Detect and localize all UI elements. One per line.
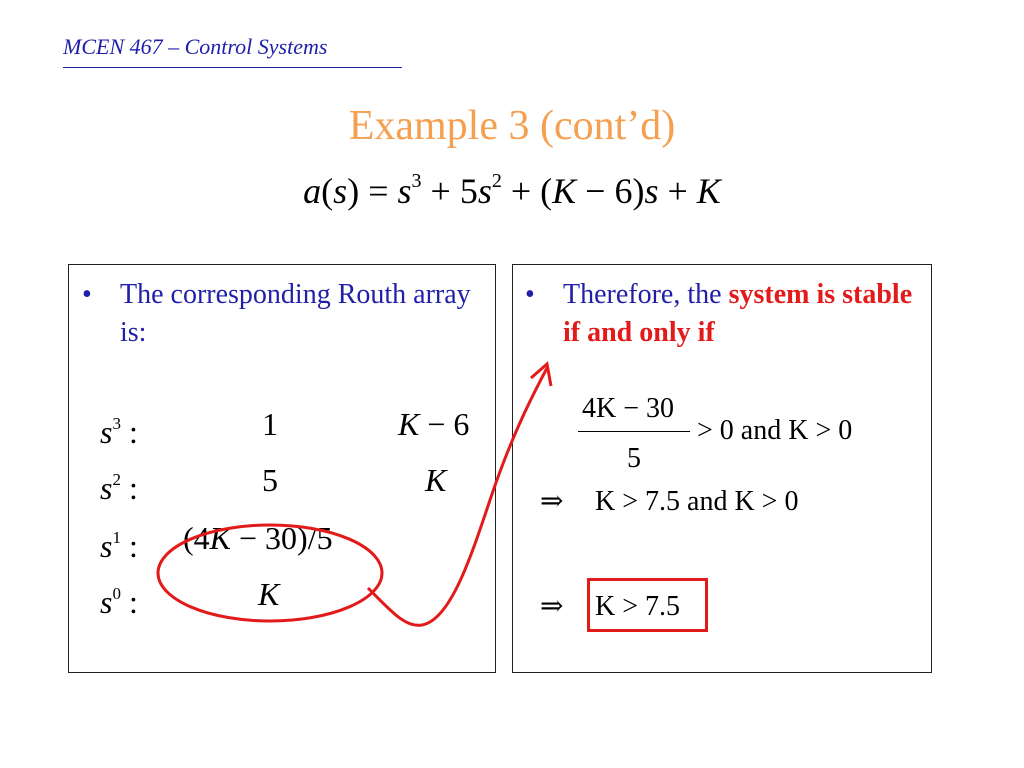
- eq-s3: s: [397, 171, 412, 211]
- eq-s2: s: [477, 171, 492, 211]
- course-underline: [63, 67, 402, 68]
- characteristic-equation: $a(s) = s^3 + 5s^2 + (K - 6)s + K$: [303, 170, 721, 211]
- condition-1-rest: > 0 and K > 0: [697, 415, 853, 446]
- eq-K1: K: [552, 171, 577, 211]
- routh-bullet-text: The corresponding Routh array is:: [120, 279, 471, 348]
- fraction-bar: [578, 431, 690, 432]
- final-condition: K > 7.5: [595, 591, 681, 622]
- fraction-denominator: 5: [627, 443, 641, 474]
- routh-cell: K: [258, 576, 280, 612]
- fraction-numerator: 4K − 30: [582, 393, 675, 424]
- routh-row-label: $s^0$ :: [100, 584, 138, 620]
- condition-2: K > 7.5 and K > 0: [595, 486, 799, 517]
- bullet-icon: •: [525, 279, 535, 310]
- eq-plus1: +: [430, 171, 451, 211]
- eq-minus6: − 6): [576, 171, 645, 211]
- eq-a: a: [303, 171, 322, 211]
- routh-cell: (4K − 30)/5: [183, 520, 333, 556]
- implies-icon: ⇒: [540, 591, 564, 622]
- routh-cell: 5: [262, 462, 278, 498]
- routh-row-label: $s^2$ :: [100, 470, 138, 506]
- slide-title: Example 3 (cont’d): [348, 103, 676, 149]
- course-header: MCEN 467 – Control Systems: [63, 34, 328, 59]
- routh-row-label: $s^3$ :: [100, 414, 138, 450]
- routh-cell: K: [425, 462, 447, 498]
- answer-box: [587, 578, 708, 632]
- eq-plus2: +: [510, 171, 532, 211]
- eq-s1: s: [644, 171, 659, 211]
- eq-exp2: 2: [491, 170, 502, 192]
- conclusion-bullet-text: Therefore, the system is stable if and only if: [563, 279, 913, 348]
- routh-cell: K − 6: [398, 406, 470, 442]
- routh-row-label: $s^1$ :: [100, 528, 138, 564]
- implies-icon: ⇒: [540, 486, 564, 517]
- eq-exp3: 3: [411, 170, 422, 192]
- stability-highlight: system is stable if and only if: [563, 279, 913, 348]
- eq-five: 5: [459, 171, 478, 211]
- eq-plus3: +: [667, 171, 688, 211]
- bullet-icon: •: [82, 279, 92, 310]
- eq-equals: =: [368, 171, 389, 211]
- routh-cell: 1: [262, 406, 278, 442]
- eq-open: (: [540, 171, 553, 211]
- eq-K2: K: [696, 171, 721, 211]
- eq-s: s: [333, 171, 348, 211]
